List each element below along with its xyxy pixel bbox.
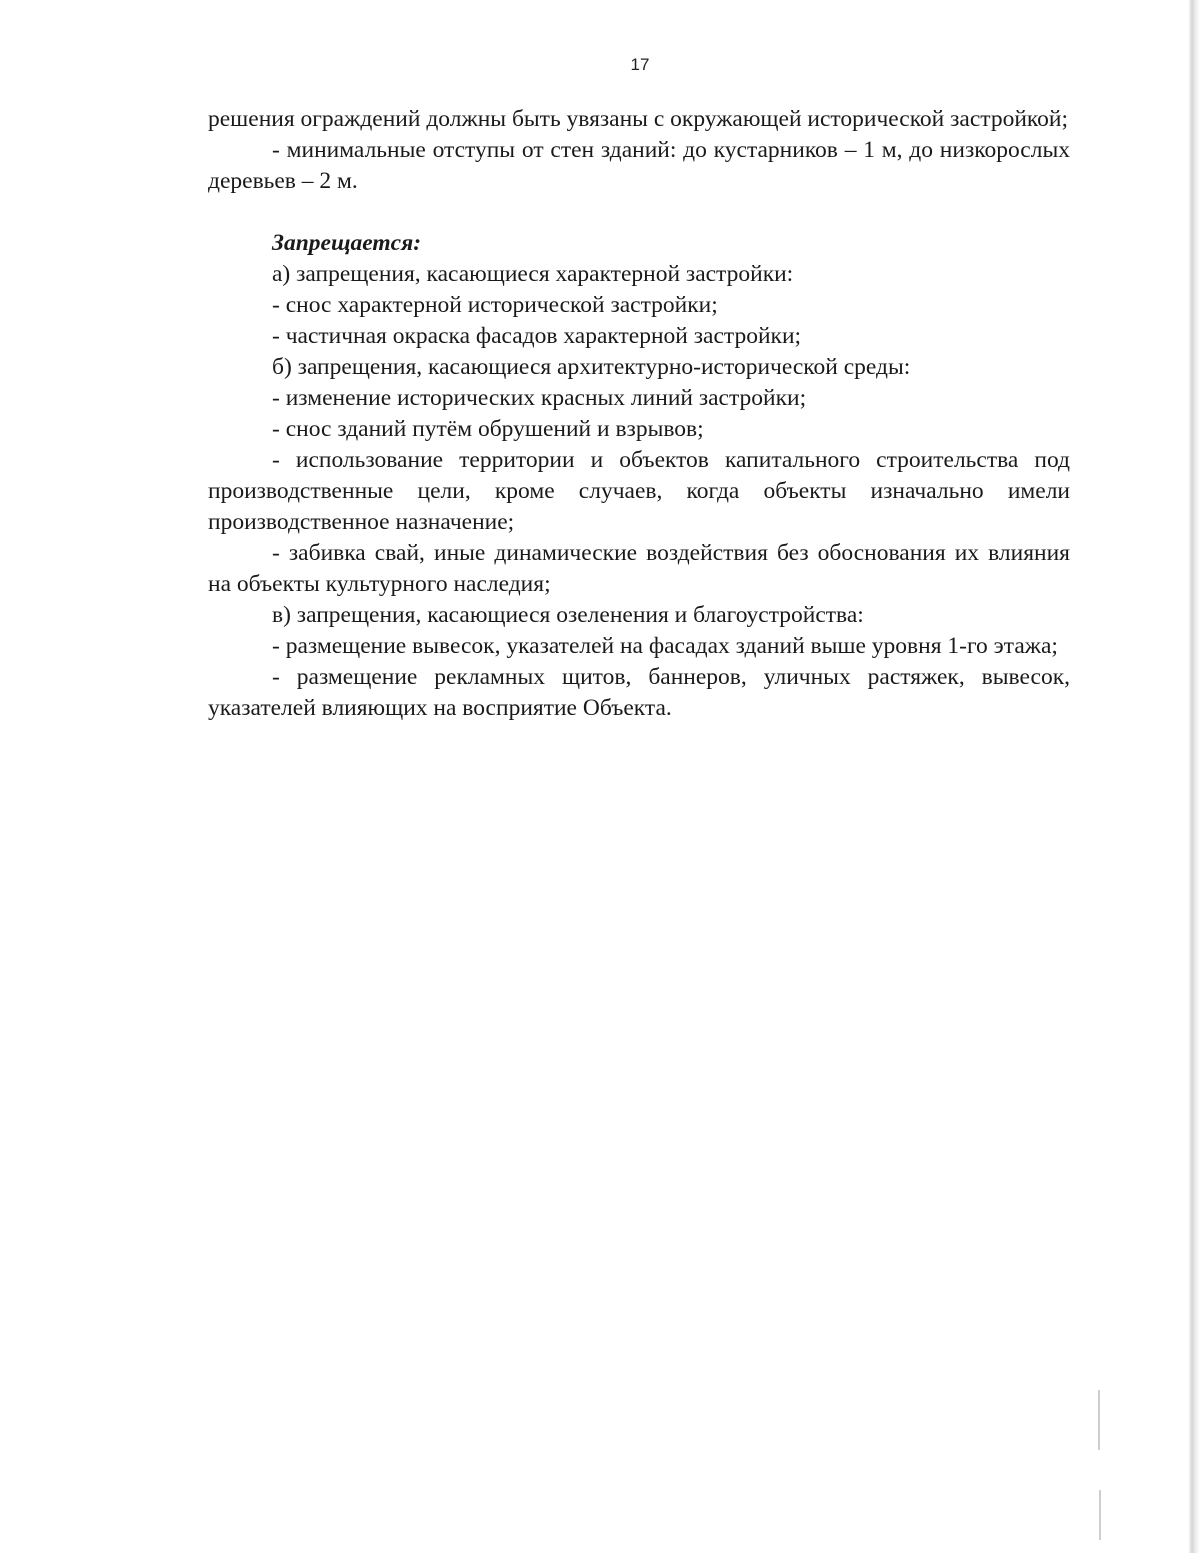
paragraph-continuation: решения ограждений должны быть увязаны с окружающей исторической застройкой; xyxy=(208,106,1068,132)
list-item: - забивка свай, иные динамические воздействия без обоснования их влияния на объекты культурного наследия; xyxy=(208,540,1070,597)
list-item: а) запрещения, касающиеся характерной застройки: xyxy=(272,261,794,287)
list-item: - снос зданий путём обрушений и взрывов; xyxy=(272,416,704,442)
paragraph-setback-rule: - минимальные отступы от стен зданий: до кустарников – 1 м, до низкорослых деревьев – 2 м. xyxy=(208,137,1070,194)
list-item: в) запрещения, касающиеся озеленения и благоустройства: xyxy=(272,602,864,628)
list-item: - размещение рекламных щитов, баннеров, уличных растяжек, вывесок, указателей влияющих на восприятие Объекта. xyxy=(208,664,1070,721)
page-number: 17 xyxy=(630,55,650,74)
scan-speck xyxy=(1099,1490,1101,1540)
prohibited-heading: Запрещается: xyxy=(272,230,422,256)
scan-speck xyxy=(1098,1390,1100,1450)
document-body xyxy=(208,104,1070,724)
list-item: - снос характерной исторической застройки; xyxy=(272,292,718,318)
list-item: - частичная окраска фасадов характерной застройки; xyxy=(272,323,802,349)
list-item: - изменение исторических красных линий застройки; xyxy=(272,385,807,411)
scan-edge-shadow xyxy=(1096,0,1200,1553)
list-item: - использование территории и объектов капитального строительства под производственные цели, кроме случаев, когда объекты изначально имели производственное назначение; xyxy=(208,447,1070,535)
list-item: - размещение вывесок, указателей на фасадах зданий выше уровня 1-го этажа; xyxy=(272,633,1058,659)
list-item: б) запрещения, касающиеся архитектурно-исторической среды: xyxy=(272,354,911,380)
